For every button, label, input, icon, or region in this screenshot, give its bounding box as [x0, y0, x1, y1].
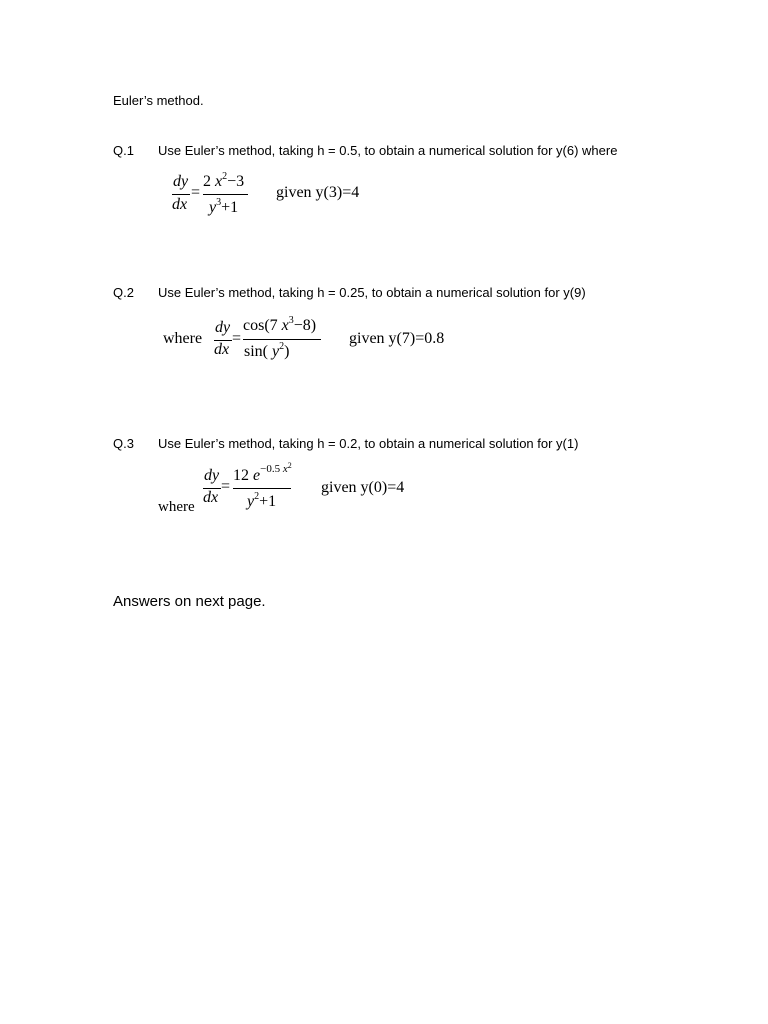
- question-3-rhs-denominator: $y^2+1$: [247, 491, 277, 510]
- question-2-equals: =: [232, 330, 242, 347]
- question-1-lhs-numerator: dy: [173, 173, 189, 190]
- question-1-text: Use Euler’s method, taking h = 0.5, to obtain a numerical solution for y(6) where: [158, 143, 618, 158]
- question-2-number: Q.2: [113, 285, 134, 300]
- question-2-rhs-numerator: cos(7 $x^3-8$): [243, 315, 317, 334]
- question-2-condition: given y(7)=0.8: [349, 330, 445, 347]
- question-2-rhs-bar: [243, 339, 321, 340]
- answers-note: Answers on next page.: [113, 593, 266, 610]
- question-1-rhs-denominator: $y^3+1$: [209, 197, 239, 216]
- question-2-text: Use Euler’s method, taking h = 0.25, to obtain a numerical solution for y(9): [158, 285, 586, 300]
- question-2-rhs-denominator: sin( $y^2$): [244, 341, 290, 360]
- question-1-lhs-bar: [172, 194, 190, 195]
- question-2-lhs-numerator: dy: [215, 319, 231, 336]
- question-1-number: Q.1: [113, 143, 134, 158]
- question-3-condition: given y(0)=4: [321, 479, 405, 496]
- question-2-where: where: [163, 330, 203, 347]
- question-3-equals: =: [221, 478, 231, 495]
- question-3-text: Use Euler’s method, taking h = 0.2, to obtain a numerical solution for y(1): [158, 436, 579, 451]
- question-1-condition: given y(3)=4: [276, 184, 360, 201]
- question-3-lhs-denominator: dx: [203, 489, 219, 506]
- question-3-rhs-bar: [233, 488, 291, 489]
- question-3-rhs-numerator: 12 $e^{-0.5 x^2}$: [233, 461, 292, 484]
- question-1-equals: =: [191, 184, 201, 201]
- question-3-lhs-numerator: dy: [204, 467, 220, 484]
- question-3-where: where: [158, 499, 195, 515]
- question-2-lhs-denominator: dx: [214, 341, 230, 358]
- question-1-lhs-denominator: dx: [172, 196, 188, 213]
- question-1-rhs-numerator: 2 $x^2-3$: [203, 171, 245, 190]
- question-3-number: Q.3: [113, 436, 134, 451]
- question-1-rhs-bar: [203, 194, 248, 195]
- document-title: Euler’s method.: [113, 93, 204, 108]
